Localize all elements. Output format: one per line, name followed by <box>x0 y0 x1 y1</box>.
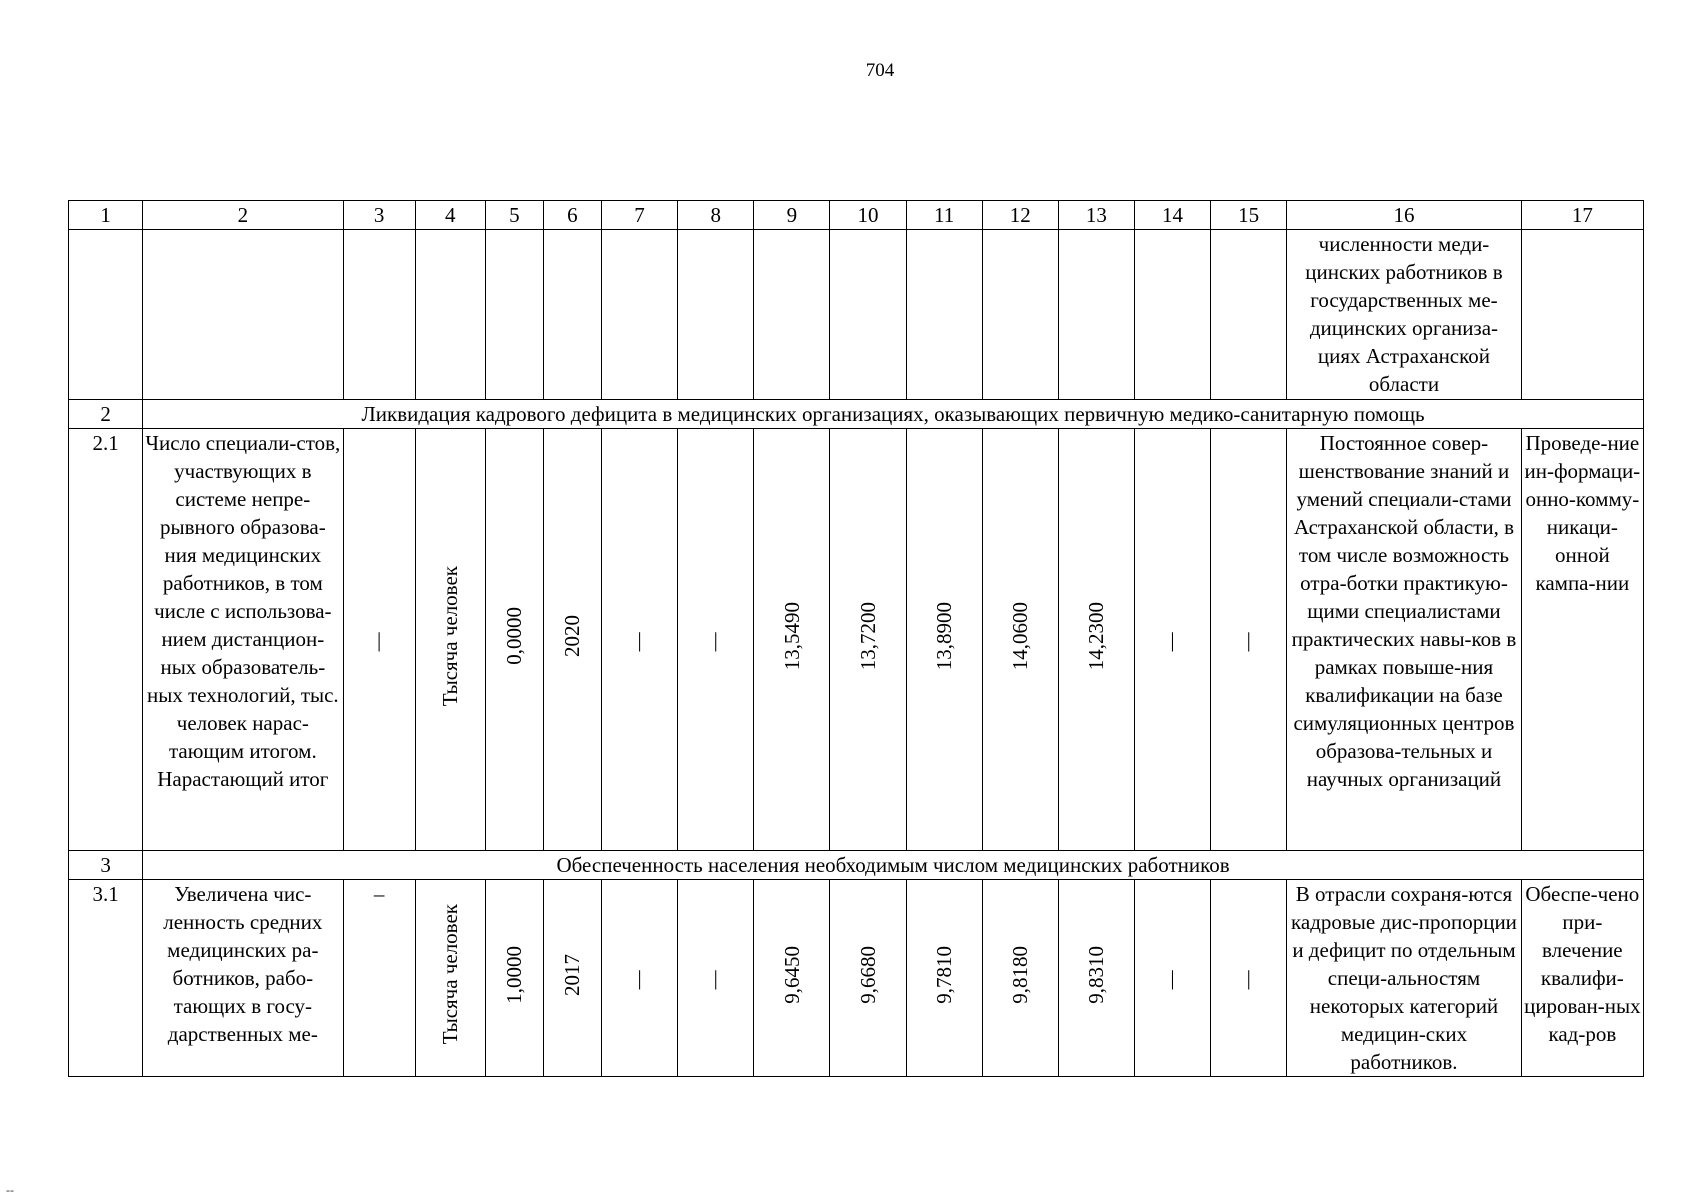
value-col13: 9,8310 <box>1084 945 1109 1004</box>
section-title: Обеспеченность населения необходимым числом медицинских работников <box>143 851 1644 880</box>
continuation-row <box>69 230 1644 400</box>
expected-result: Постоянное совер-шенствование знаний и умений специали-стами Астраханской области, в том числе возможность отра-ботки практикую-щими специалистами практических навы-ков в рамках повыше-ния квалификации на базе симуляционных центров образова-тельных и научных организаций <box>1287 429 1521 851</box>
unit-cell <box>415 429 485 851</box>
cell-col8: | <box>678 429 754 851</box>
base-value-cell <box>485 429 543 851</box>
value-col10: 13,7200 <box>855 601 880 671</box>
header-row <box>69 201 1644 230</box>
column-header: 8 <box>678 201 754 230</box>
column-header: 13 <box>1058 201 1134 230</box>
column-header: 1 <box>69 201 143 230</box>
table-row-2-1 <box>69 429 1644 851</box>
expected-result: В отрасли сохраня-ются кадровые дис-пропорции и дефицит по отдельным специ-альностям некоторых категорий медицин-ских работников. <box>1287 880 1521 1077</box>
section-title: Ликвидация кадрового дефицита в медицинских организациях, оказывающих первичную медико-санитарную помощь <box>143 400 1644 429</box>
base-year: 2020 <box>560 615 585 657</box>
value-cell-col9 <box>754 880 830 1077</box>
column-header: 3 <box>343 201 415 230</box>
column-header: 4 <box>415 201 485 230</box>
cell-col8: | <box>678 880 754 1077</box>
section-number: 2 <box>69 400 143 429</box>
value-col9: 9,6450 <box>779 945 804 1004</box>
cell-col3: – <box>343 880 415 1077</box>
value-cell-col12 <box>982 429 1058 851</box>
page-number: 704 <box>865 60 895 81</box>
cell-col15: | <box>1211 880 1287 1077</box>
corner-mark: -- <box>6 1183 14 1197</box>
column-header: 16 <box>1287 201 1521 230</box>
indicator-name: Число специали-стов, участвующих в системе непре-рывного образова-ния медицинских работников, в том числе с использова-нием дистанцион-ных образователь-ных технологий, тыс. человек нарас-тающим итогом. Нарастающий итог <box>143 429 343 851</box>
table-row-3-1 <box>69 880 1644 1077</box>
column-header: 2 <box>143 201 343 230</box>
value-cell-col11 <box>906 429 982 851</box>
cell-col15: | <box>1211 429 1287 851</box>
value-cell-col9 <box>754 429 830 851</box>
unit-cell <box>415 880 485 1077</box>
section-row-3 <box>69 851 1644 880</box>
continuation-col16-text: численности меди-цинских работников в государственных ме-дицинских организа-циях Астраханской области <box>1287 230 1521 400</box>
value-col10: 9,6680 <box>855 945 880 1004</box>
value-col13: 14,2300 <box>1084 601 1109 671</box>
column-header: 7 <box>601 201 677 230</box>
value-cell-col13 <box>1058 429 1134 851</box>
base-year-cell <box>543 429 601 851</box>
cell-col14: | <box>1134 880 1210 1077</box>
indicators-table <box>68 200 1644 1077</box>
base-year: 2017 <box>560 953 585 996</box>
indicator-name: Увеличена чис-ленность средних медицинских ра-ботников, рабо-тающих в госу-дарственных ме- <box>143 880 343 1077</box>
cell-col7: | <box>601 880 677 1077</box>
row-number: 3.1 <box>69 880 143 1077</box>
value-cell-col10 <box>830 429 906 851</box>
cell-col7: | <box>601 429 677 851</box>
column-header: 12 <box>982 201 1058 230</box>
measures-text: Проведе-ние ин-формаци-онно-комму-никаци-онной кампа-нии <box>1521 429 1643 851</box>
column-header: 5 <box>485 201 543 230</box>
base-year-cell <box>543 880 601 1077</box>
row-number: 2.1 <box>69 429 143 851</box>
base-value: 1,0000 <box>502 945 527 1004</box>
value-cell-col13 <box>1058 880 1134 1077</box>
column-header: 17 <box>1521 201 1643 230</box>
base-value-cell <box>485 880 543 1077</box>
value-col9: 13,5490 <box>779 601 804 671</box>
value-cell-col10 <box>830 880 906 1077</box>
value-col11: 13,8900 <box>932 601 957 671</box>
unit-text: Тысяча человек <box>438 904 463 1045</box>
measures-text: Обеспе-чено при-влечение квалифи-цирован-ных кад-ров <box>1521 880 1643 1077</box>
value-col12: 9,8180 <box>1008 945 1033 1004</box>
column-header: 15 <box>1211 201 1287 230</box>
column-header: 11 <box>906 201 982 230</box>
value-col11: 9,7810 <box>932 945 957 1004</box>
column-header: 14 <box>1134 201 1210 230</box>
unit-text: Тысяча человек <box>438 565 463 707</box>
column-header: 10 <box>830 201 906 230</box>
value-col12: 14,0600 <box>1008 601 1033 671</box>
column-header: 6 <box>543 201 601 230</box>
value-cell-col11 <box>906 880 982 1077</box>
section-number: 3 <box>69 851 143 880</box>
section-row-2 <box>69 400 1644 429</box>
column-header: 9 <box>754 201 830 230</box>
base-value: 0,0000 <box>502 607 527 665</box>
value-cell-col12 <box>982 880 1058 1077</box>
cell-col3: | <box>343 429 415 851</box>
cell-col14: | <box>1134 429 1210 851</box>
